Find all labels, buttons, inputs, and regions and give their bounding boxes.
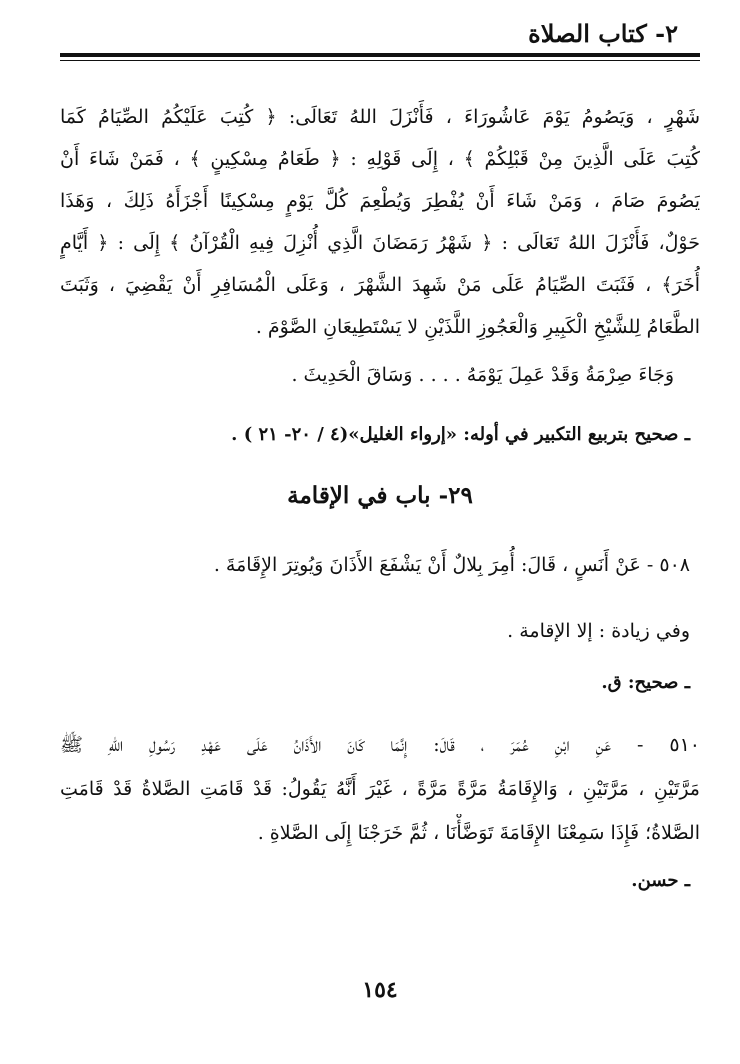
paragraph-line: يَصُومَ صَامَ ، وَمَنْ شَاءَ أَنْ يُفْطِرَ وَيُطْعِمَ كُلَّ يَوْمٍ مِسْكِينًا أَجْزَأَهُ ذَلِكَ ، وَهَذَا [60, 190, 700, 212]
hadith-text: ٥٠٨ - عَنْ أَنَسٍ ، قَالَ: أُمِرَ بِلالٌ أَنْ يَشْفَعَ الأَذَانَ وَيُوتِرَ الإِقَامَةَ . [213, 554, 690, 576]
paragraph-line: شَهْرٍ ، وَيَصُومُ يَوْمَ عَاشُورَاءَ ، فَأَنْزَلَ اللهُ تَعَالَى: ﴿ كُتِبَ عَلَيْكُمُ الصِّيَامُ كَمَا [60, 106, 700, 128]
page-number: ١٥٤ [362, 977, 398, 1003]
header-rule-thin [60, 60, 700, 61]
paragraph-line: حَوْلٌ، فَأَنْزَلَ اللهُ تَعَالَى : ﴿ شَهْرُ رَمَضَانَ الَّذِي أُنْزِلَ فِيهِ الْقُرْآنُ ﴾ إِلَى : ﴿ أَيَّامٍ [60, 232, 700, 254]
paragraph-continuation: وَجَاءَ صِرْمَةُ وَقَدْ عَمِلَ يَوْمَهُ . . . . وَسَاقَ الْحَدِيثَ . [291, 364, 674, 386]
paragraph-line: الطَّعَامُ لِلشَّيْخِ الْكَبِيرِ وَالْعَجُوزِ اللَّذَيْنِ لا يَسْتَطِيعَانِ الصَّوْمَ . [255, 316, 700, 338]
grading-note: ـ صحيح بتربيع التكبير في أوله: «إرواء الغليل»(٤ / ٢٠- ٢١ ) . [231, 424, 690, 445]
header-rule-thick [60, 53, 700, 57]
running-header-title: ٢- كتاب الصلاة [528, 19, 678, 48]
grading-note: ـ حسن. [631, 870, 690, 891]
grading-note: ـ صحيح: ق. [601, 672, 690, 693]
hadith-line: مَرَّتَيْنِ ، مَرَّتَيْنِ ، وَالإِقَامَةُ مَرَّةً مَرَّةً ، غَيْرَ أَنَّهُ يَقُولُ: قَدْ قَامَتِ الصَّلاةُ قَدْ قَامَتِ [60, 778, 700, 800]
hadith-addition: وفي زيادة : إلا الإقامة . [507, 620, 690, 642]
paragraph-line: كُتِبَ عَلَى الَّذِينَ مِنْ قَبْلِكُمْ ﴾ ، إِلَى قَوْلِهِ : ﴿ طَعَامُ مِسْكِينٍ ﴾ ، فَمَنْ شَاءَ أَنْ [60, 148, 700, 170]
chapter-heading: ٢٩- باب في الإقامة [287, 482, 473, 509]
paragraph-line: أُخَرَ﴾ ، فَثَبَتَ الصِّيَامُ عَلَى مَنْ شَهِدَ الشَّهْرَ ، وَعَلَى الْمُسَافِرِ أَنْ يَقْضِيَ ، وَثَبَتَ [60, 274, 700, 296]
hadith-line: ٥١٠ - عَنِ ابْنِ عُمَرَ ، قَالَ: إِنَّمَا كَانَ الأَذَانُ عَلَى عَهْدِ رَسُولِ اللهِ ﷺ [60, 734, 700, 756]
hadith-line: الصَّلاةُ؛ فَإِذَا سَمِعْنَا الإِقَامَةَ تَوَضَّأْنَا ، ثُمَّ خَرَجْنَا إِلَى الصَّلاةِ . [257, 822, 700, 844]
